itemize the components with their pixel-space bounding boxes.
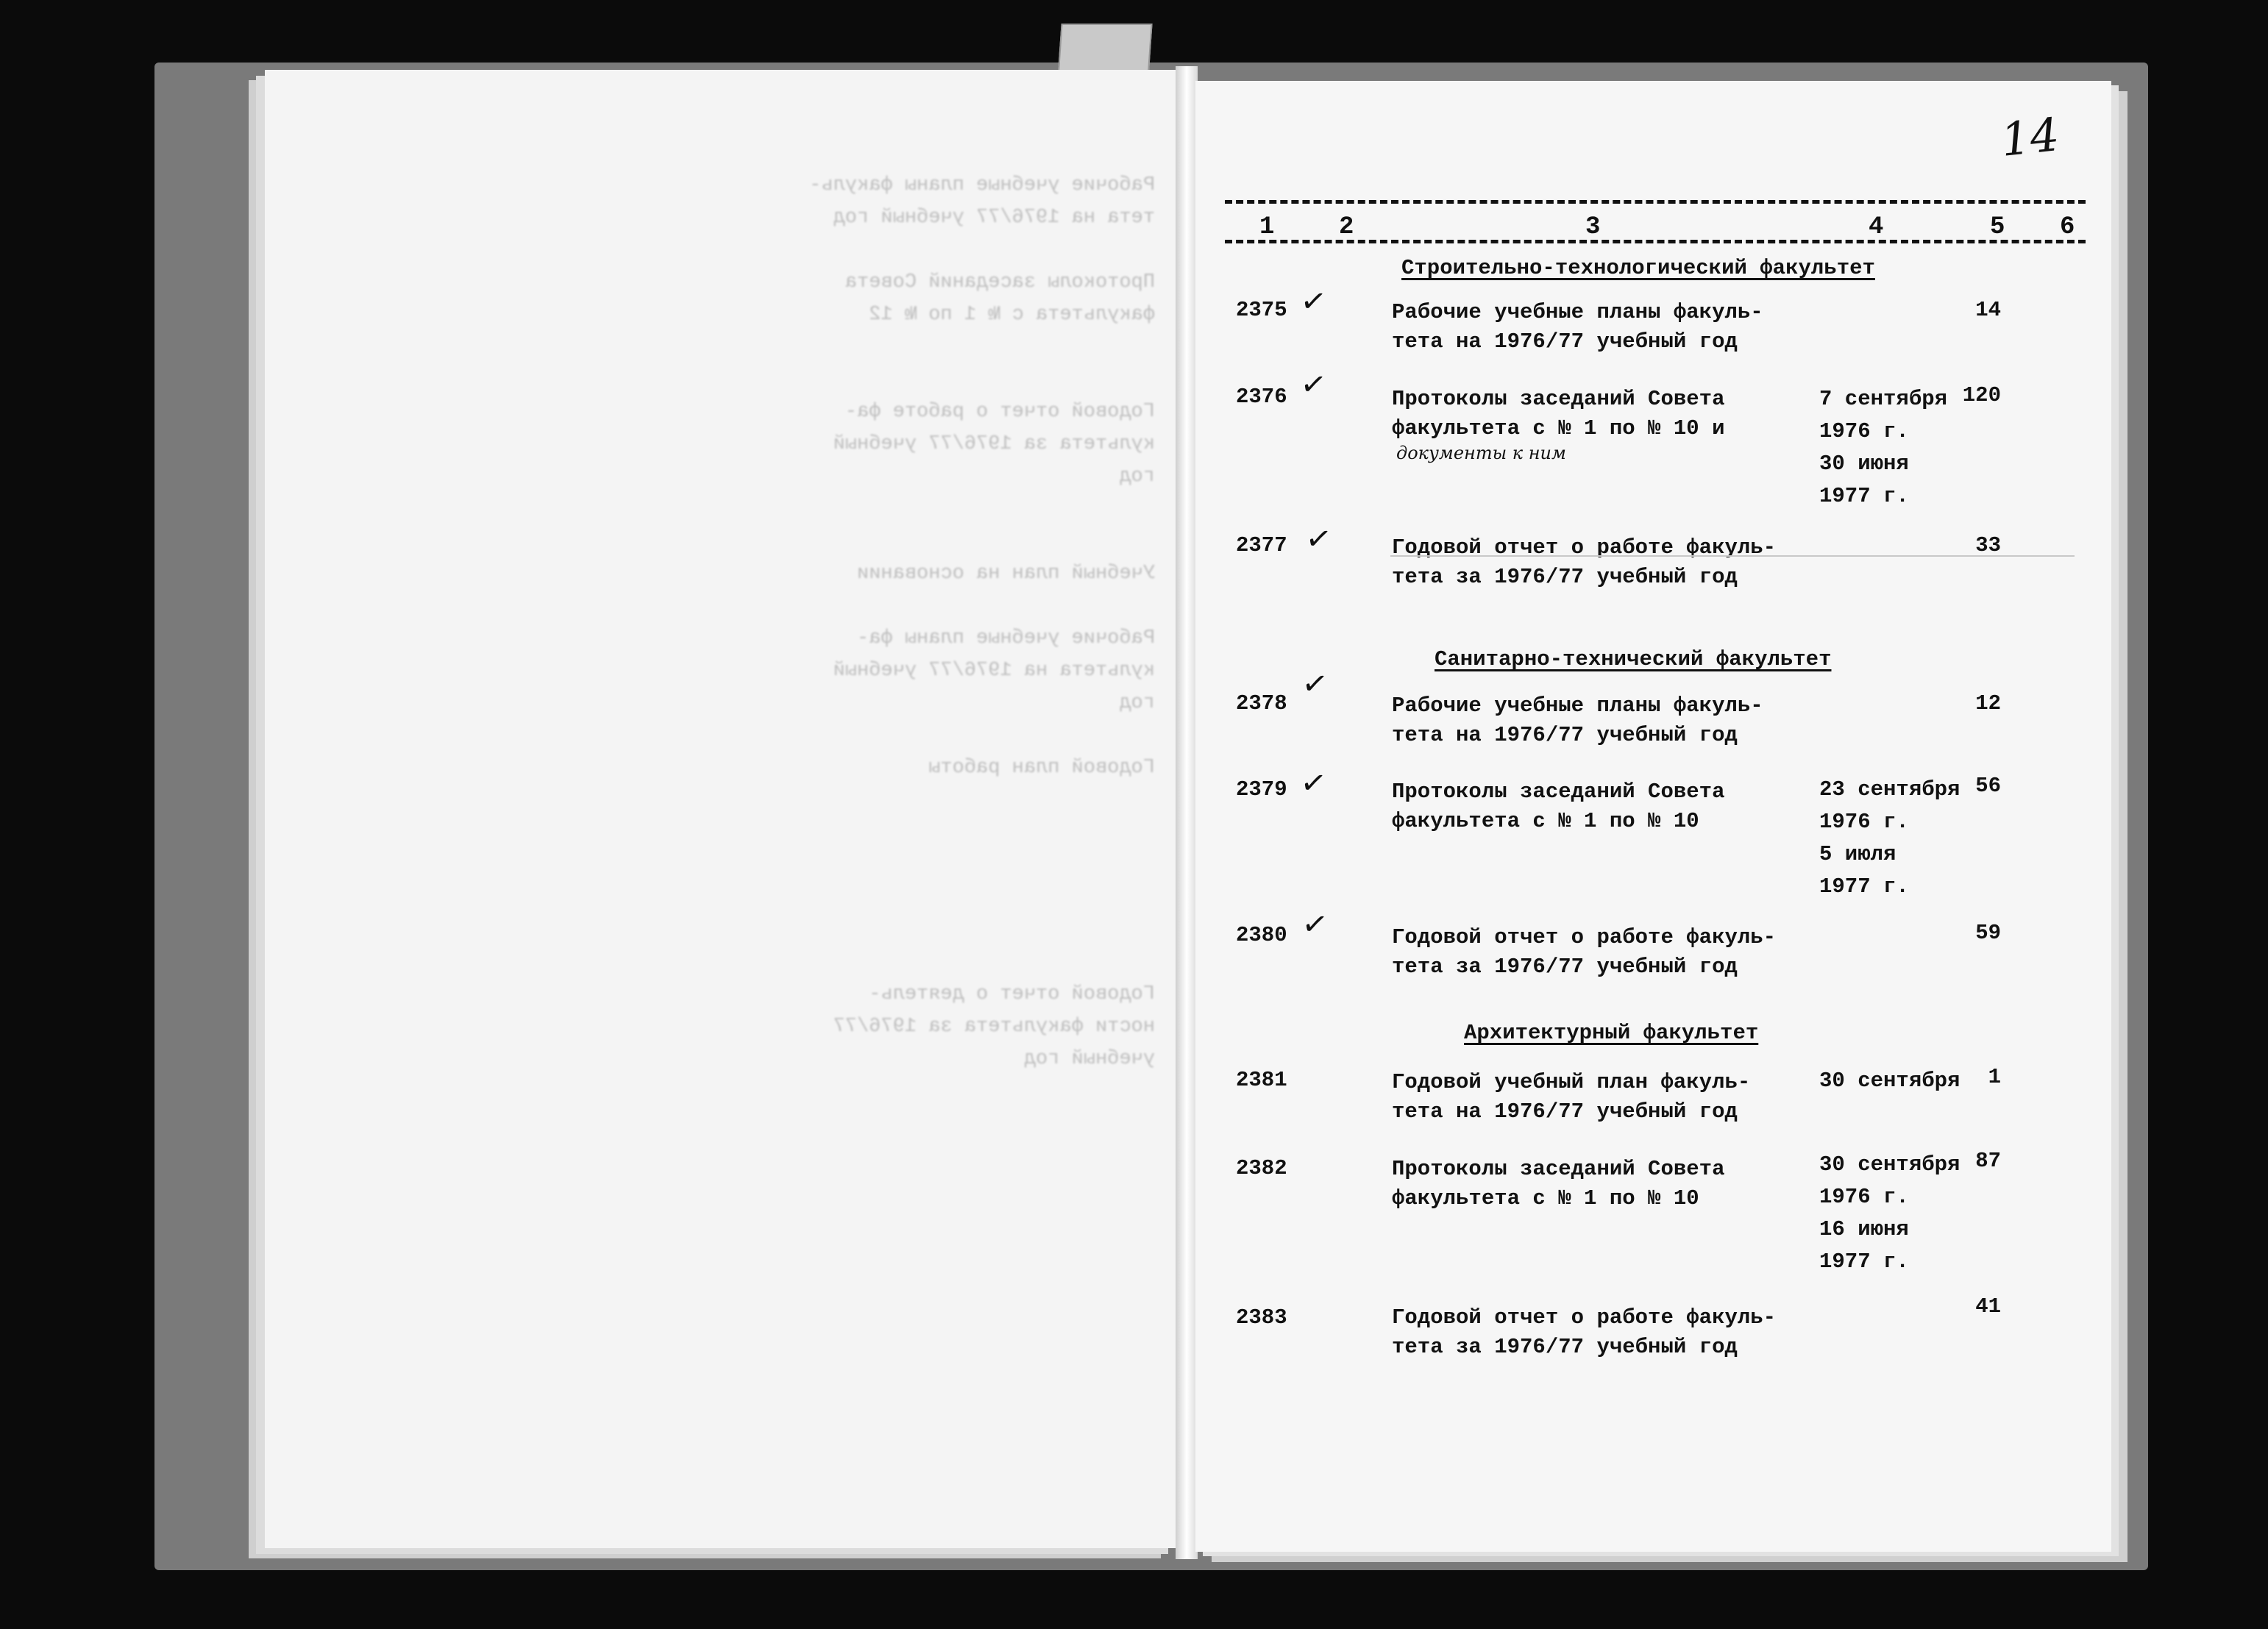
ghost-line <box>309 946 1155 978</box>
entry-title-line: Годовой отчет о работе факуль- <box>1392 1305 1777 1330</box>
date-line: 30 июня <box>1819 452 1909 476</box>
handwritten-note: документы к ним <box>1396 443 1566 463</box>
column-header-4: 4 <box>1869 213 1884 241</box>
left-page-show-through-text <box>309 169 1155 1493</box>
entry-title-line: Рабочие учебные планы факуль- <box>1392 694 1763 718</box>
entry-title-line: Протоколы заседаний Совета <box>1392 387 1725 411</box>
ghost-line: факультета с № 1 по № 12 <box>869 304 1155 326</box>
ghost-line: Рабочие учебные планы фа- <box>856 627 1155 649</box>
entry-title-line: тета за 1976/77 учебный год <box>1392 1335 1738 1359</box>
date-line: 30 сентября <box>1819 1069 1960 1093</box>
date-line: 7 сентября <box>1819 387 1948 411</box>
entry-title <box>1392 1155 1804 1213</box>
entry-title <box>1392 777 1804 836</box>
sheet-count: 41 <box>1975 1294 2001 1319</box>
ghost-line <box>309 913 1155 946</box>
entry-number: 2381 <box>1236 1068 1287 1092</box>
entry-title <box>1392 385 1804 443</box>
entry-number: 2376 <box>1236 385 1287 409</box>
entry-number: 2378 <box>1236 691 1287 716</box>
ghost-line <box>309 525 1155 557</box>
sheet-count: 120 <box>1962 383 2001 407</box>
entry-title-line: тета на 1976/77 учебный год <box>1392 723 1738 747</box>
ghost-line <box>309 363 1155 396</box>
date-line: 1976 г. <box>1819 810 1909 834</box>
ghost-line: тета на 1976/77 учебный год <box>833 207 1155 229</box>
page-number: 14 <box>1998 107 2062 167</box>
ghost-line: Рабочие учебные планы факуль- <box>809 174 1155 196</box>
ghost-line: год <box>1119 692 1155 714</box>
sheet-count: 12 <box>1975 691 2001 716</box>
check-mark: ✓ <box>1298 763 1329 803</box>
check-mark: ✓ <box>1298 281 1329 321</box>
date-line: 1976 г. <box>1819 1185 1909 1209</box>
entry-number: 2380 <box>1236 923 1287 947</box>
ghost-line <box>309 719 1155 752</box>
ghost-line <box>309 881 1155 913</box>
column-header-5: 5 <box>1990 213 2005 241</box>
entry-title-line: Протоколы заседаний Совета <box>1392 1157 1725 1181</box>
ghost-line: культета за 1976/77 учебный <box>833 433 1155 455</box>
entry-title-line: факультета с № 1 по № 10 <box>1392 1186 1699 1211</box>
sheet-count: 59 <box>1975 921 2001 945</box>
check-mark: ✓ <box>1299 904 1331 944</box>
header-rule-top <box>1225 200 2086 204</box>
sheet-count: 56 <box>1975 774 2001 798</box>
entry-title-line: тета за 1976/77 учебный год <box>1392 565 1738 589</box>
column-header-1: 1 <box>1259 213 1275 241</box>
check-mark: ✓ <box>1298 364 1329 404</box>
ghost-line <box>309 234 1155 266</box>
entry-title-line: Рабочие учебные планы факуль- <box>1392 300 1763 324</box>
check-mark: ✓ <box>1299 663 1331 704</box>
sheet-count: 33 <box>1975 533 2001 557</box>
ghost-line: Учебный план на основании <box>856 563 1155 585</box>
header-rule-bottom <box>1225 240 2086 243</box>
entry-number: 2379 <box>1236 777 1287 802</box>
date-line: 1977 г. <box>1819 1250 1909 1274</box>
date-line: 16 июня <box>1819 1217 1909 1241</box>
entry-title <box>1392 923 1804 982</box>
entry-title-line: Годовой отчет о работе факуль- <box>1392 925 1777 949</box>
entry-number: 2382 <box>1236 1156 1287 1180</box>
ghost-line: Годовой план работы <box>928 757 1155 779</box>
ghost-line <box>309 849 1155 881</box>
entry-title <box>1392 1303 1804 1362</box>
ghost-line: Протоколы заседаний Совета <box>845 271 1155 293</box>
entry-number: 2383 <box>1236 1305 1287 1330</box>
ghost-line: культета на 1976/77 учебный <box>833 660 1155 682</box>
sheet-count: 14 <box>1975 298 2001 322</box>
column-header-2: 2 <box>1339 213 1354 241</box>
ghost-line: Годовой отчет о деятель- <box>869 983 1155 1005</box>
ghost-line: год <box>1119 466 1155 488</box>
section-title: Санитарно-технический факультет <box>1435 647 1832 671</box>
column-header-3: 3 <box>1585 213 1601 241</box>
section-title: Архитектурный факультет <box>1464 1021 1759 1045</box>
entry-title-line: тета на 1976/77 учебный год <box>1392 329 1738 354</box>
entry-title-line: факультета с № 1 по № 10 <box>1392 809 1699 833</box>
column-header-6: 6 <box>2060 213 2075 241</box>
date-line: 5 июля <box>1819 842 1896 866</box>
entry-title-line: тета на 1976/77 учебный год <box>1392 1099 1738 1124</box>
date-line: 1977 г. <box>1819 484 1909 508</box>
entry-title-line: факультета с № 1 по № 10 и <box>1392 416 1725 441</box>
ghost-line <box>309 784 1155 816</box>
entry-title-line: Протоколы заседаний Совета <box>1392 780 1725 804</box>
entry-title-line: тета за 1976/77 учебный год <box>1392 955 1738 979</box>
entry-title <box>1392 533 1804 592</box>
entry-title <box>1392 298 1804 357</box>
entry-title-line: Годовой отчет о работе факуль- <box>1392 535 1777 560</box>
date-line: 30 сентября <box>1819 1152 1960 1177</box>
ghost-line <box>309 590 1155 622</box>
ghost-line <box>309 493 1155 525</box>
ghost-line: ности факультета за 1976/77 <box>833 1016 1155 1038</box>
section-title: Строительно-технологический факультет <box>1401 256 1875 280</box>
ghost-line <box>309 331 1155 363</box>
entry-title <box>1392 691 1804 750</box>
faint-ruling <box>1390 555 2075 557</box>
entry-title-line: Годовой учебный план факуль- <box>1392 1070 1751 1094</box>
book-gutter <box>1176 66 1198 1559</box>
ghost-line: Годовой отчет о работе фа- <box>845 401 1155 423</box>
date-line: 1977 г. <box>1819 874 1909 899</box>
sheet-count: 87 <box>1975 1149 2001 1173</box>
date-line: 1976 г. <box>1819 419 1909 443</box>
check-mark: ✓ <box>1303 518 1334 559</box>
date-line: 23 сентября <box>1819 777 1960 802</box>
ghost-line: учебный год <box>1023 1048 1155 1070</box>
entry-title <box>1392 1068 1804 1127</box>
entry-number: 2377 <box>1236 533 1287 557</box>
ghost-line <box>309 816 1155 849</box>
entry-number: 2375 <box>1236 298 1287 322</box>
sheet-count: 1 <box>1988 1065 2001 1089</box>
